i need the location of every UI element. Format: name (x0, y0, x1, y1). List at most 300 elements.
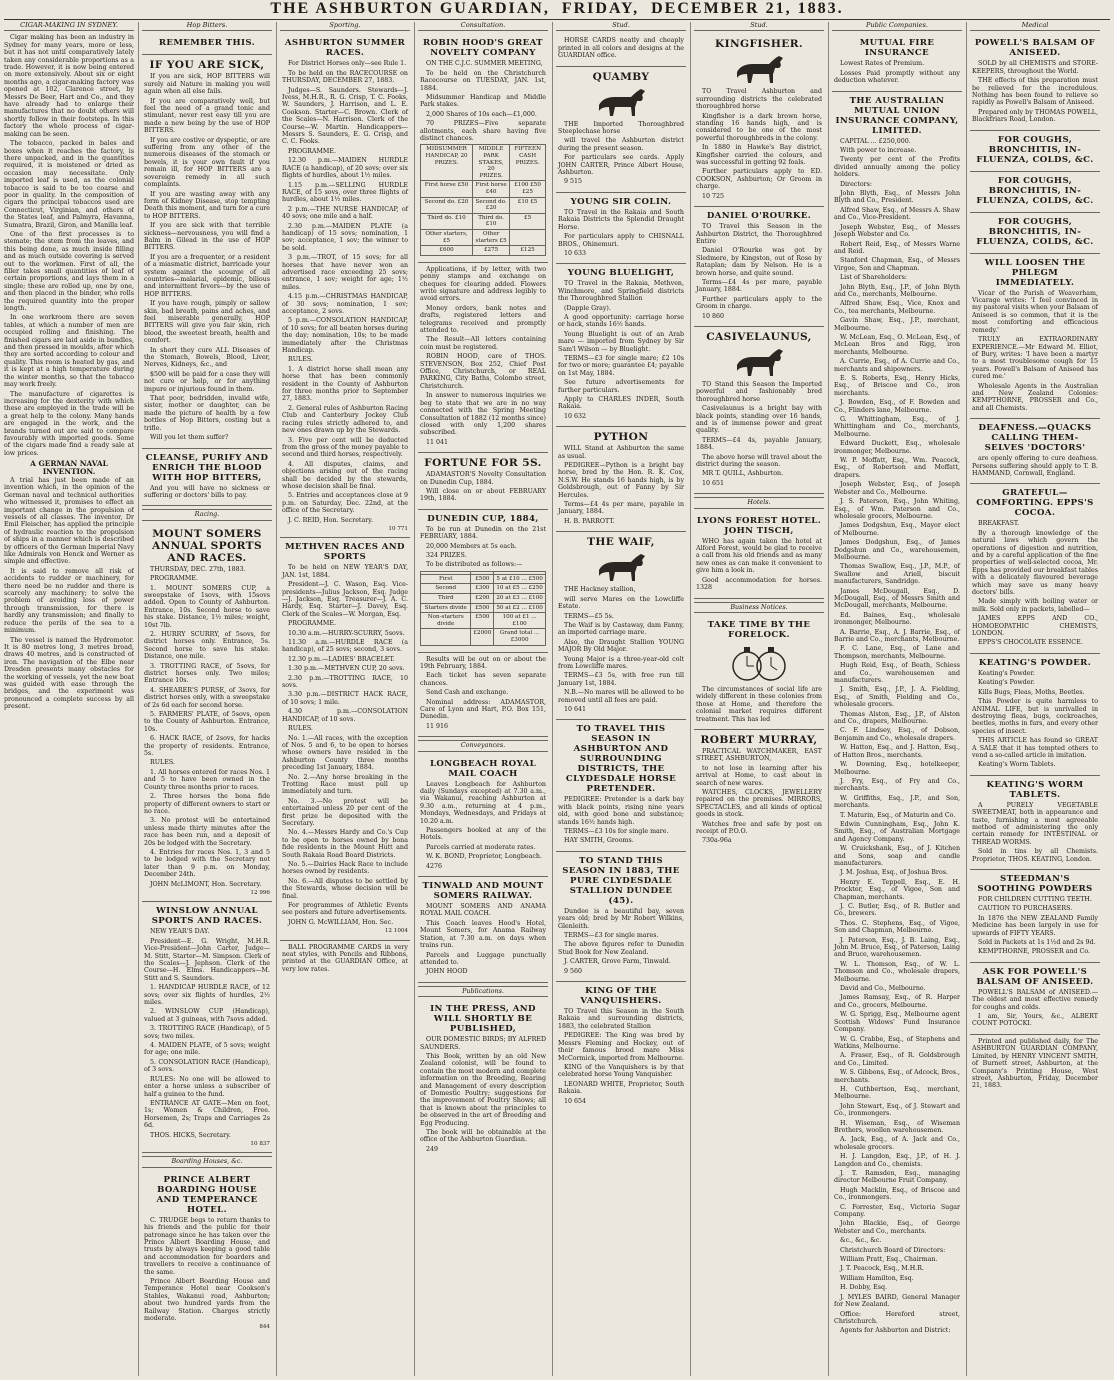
prize-table-cell: Third do. £10 (421, 213, 473, 229)
advertisement-text: A. Fraser, Esq., of R. Goldsbrough and Co., Limited. (834, 1052, 960, 1067)
advertisement-text: If you are a frequenter, or a resident of a miasmatic district, barricade your system against the scourge of all countries—malarial, epidemic, bilious and intermittent fevers—by the use of HOP BITTERS. (144, 253, 270, 298)
advertisement-text: JOHN HOOD (426, 968, 468, 976)
advertisement-body (420, 903, 546, 976)
advertisement-text: 3. Five per cent will be deducted from the gross of the money payable to second and third horses, respectively. (282, 436, 408, 459)
advertisement-reference-number: 12 996 (250, 889, 270, 896)
advertisement-text: NEW YEAR'S DAY. (150, 928, 210, 936)
advertisement-text: 2. General rules of Ashburton Racing Club and Canterbury Jockey Club racing rules strictly adhered to, and new ones drawn up by the Stewards. (282, 404, 408, 435)
advertisement-text: 10.30 a.m.—HURRY-SCURRY, 5sovs. (288, 629, 405, 637)
prize-table-cell: £275 (473, 246, 510, 256)
prize-table-cell: 20 at £3 ... £100 (494, 593, 546, 603)
advertisement (142, 524, 272, 903)
advertisement-text: To be held on NEW YEAR'S DAY, JAN. 1st, 1884. (282, 564, 408, 579)
advertisement-text: See future advertisements for further particulars. (558, 379, 684, 394)
advertisement-text: A. Jack, Esq., of A. Jack and Co., wholesale grocers. (834, 1136, 960, 1151)
advertisement-body (834, 60, 960, 84)
advertisement-text: 3.30 p.m.—DISTRICT HACK RACE, of 10 sovs; 1 mile. (282, 691, 408, 706)
advertisement-text: W. Griffiths, Esq., J.P., and Son, merchants. (834, 794, 960, 810)
advertisement-title: DUNEDIN CUP, 1884, (427, 513, 539, 524)
advertisement-text: ROBIN HOOD, care of THOS. STEVENSON, Box 252, Chief Post Office, Christchurch, or REAL PARKING, City Baths, Colombo street, Christchurch. (420, 353, 546, 390)
advertisement-text: In 1876 the NEW ZEALAND Family Medicine has been largely in use for upwards of FIFTY YEARS. (972, 914, 1098, 937)
advertisement-title: PRINCE ALBERT BOARDING HOUSE AND TEMPERANCE HOTEL. (156, 1174, 258, 1215)
advertisement-text: Good accommodation for horses. 1328 (696, 576, 822, 592)
prize-table-cell: £10 £5 (510, 197, 546, 213)
advertisement-text: Lowest Rates of Premium. (840, 60, 925, 68)
advertisement-text: 1.30 p.m.—METHVEN CUP, 20 sovs. (288, 665, 405, 673)
article-paragraph: In one workroom there are seven tables, at which a number of men are occupied rolling and finishing. The finished cigars are laid aside in bundles, and then pressed in moulds, after which they are sorted according to colour and quality. This room is heated by gas, and it is kept at a high temperature during the winter months, so that the tobacco may work freely. (4, 314, 134, 389)
section-heading: Boarding Houses, &c. (142, 1156, 272, 1167)
advertisement-title: TO TRAVEL THIS SEASON IN ASHBURTON AND SURROUNDING DISTRICTS, THE CLYDESDALE HORSE PRETENDER. (565, 724, 677, 795)
advertisement-text: TO Travel in the Rakaia and South Rakaia Districts the Splendid Draught Horse. (558, 208, 684, 231)
advertisement-text: J. C. Butler, Esq., of R. Butler and Co., brewers. (834, 903, 960, 918)
prize-table-header-cell: MIDDLE PARK STAKES, 20 PRIZES. (473, 145, 510, 181)
advertisement-text: RULES. (288, 725, 313, 733)
advertisement-text: RULES. (150, 759, 175, 767)
advertisement-body (558, 37, 684, 59)
advertisement (694, 207, 824, 327)
advertisement-text: Thos. C. Stephens, Esq., of Vigoe, Son and Chapman, Melbourne. (834, 919, 960, 935)
advertisement-text: If you are wasting away with any form of Kidney Disease, stop tempting Death this moment, and turn for a cure to HOP BITTERS. (144, 190, 270, 220)
advertisement-body (558, 280, 684, 420)
advertisement (970, 654, 1100, 776)
advertisement-text: A. Currie, Esq., of A. Currie and Co., merchants and shipowners. (834, 358, 960, 373)
advertisement-text: Judges—S. Saunders. Stewards—J. Ivess, M.H.R., R. G. Crisp, T. C. Fooks, W. Saunders, J. Harrison, and L. E. Cookson. Starter—C. Brown. Clerk of the Scales—N. Harrison. Clerk of the Course—W. Martin. Handicappers—Messrs S. Saunders, E. G. Crisp, and C. C. Fooks. (282, 86, 408, 146)
advertisement-title: WINSLOW ANNUAL SPORTS AND RACES. (151, 906, 263, 927)
advertisement-text: 1.15 p.m.—SELLING HURDLE RACE, of 15 sovs, over three flights of hurdles, about 1½ miles. (282, 181, 408, 204)
advertisement-text: William Pratt, Esq., Chairman. (840, 1256, 938, 1264)
advertisement-body (420, 656, 546, 731)
advertisement-body (420, 266, 546, 446)
advertisement-text: 11 041 (426, 438, 449, 446)
advertisement-text: TO Stand this Season the Imported powerful and fashionably bred thoroughbred horse (696, 380, 822, 403)
prize-table-cell: Other starters, £5 (421, 230, 473, 246)
advertisement-text: Terms—£4 4s per mare, payable January, 1884. (696, 278, 822, 294)
advertisement (418, 877, 548, 983)
advertisement-text: Prepared only by THOMAS POWELL, Blackfriars Road, London. (972, 108, 1098, 124)
advertisement-body (972, 989, 1098, 1028)
advertisement-reference-number: 10 771 (388, 525, 408, 532)
advertisement-text: Sold in Packets at 1s 1½d and 2s 9d. (978, 939, 1096, 947)
pocket-watch-icon (729, 642, 789, 684)
column-divider (138, 22, 139, 1376)
advertisement-text: THOS. HICKS, Secretary. (150, 1131, 231, 1139)
advertisement-text: J. S. Paterson, Esq., John Whiting, Esq., of Wm. Paterson and Co., wholesale grocers, Melbourne. (834, 498, 960, 520)
advertisement-text: W. S. Gibbons, Esq., of Adcock, Bros., merchants. (834, 1069, 960, 1084)
advertisement-text: Apply to CHARLES INDER, South Rakaia. (558, 396, 684, 411)
prize-table-cell: 5 at £10 ... £500 (494, 574, 546, 584)
advertisement-text: TERMS—£4 4s, payable January, 1884. (696, 436, 822, 452)
advertisement-text: W. G. Crabbe, Esq., of Stephens and Watkins, Melbourne. (834, 1035, 960, 1050)
advertisement-text: Also, the Draught Stallion YOUNG MAJOR By Old Major. (558, 638, 684, 654)
advertisement-text: For District Horses only—see Rule 1. (288, 60, 407, 68)
advertisement-text: Alfred Shaw, Esq., Vice, Knox and Co., tea merchants, Melbourne. (834, 300, 960, 315)
advertisement-title: ASK FOR POWELL'S BALSAM OF ANISEED. (976, 966, 1094, 987)
section-heading: Publications. (418, 986, 548, 997)
advertisement-text: 10 632 (564, 412, 587, 420)
article-paragraph: The vessel is named the Hydromotor. It is 80 metres long, 3 metres broad, draws 40 metres, and is constructed of iron. The navigation of the Elbe near Dresden presents many obstacles for the working of vessels, yet the new boat was guided with ease through the bridges, and the experiment was pronounced a complete success by all present. (4, 636, 134, 711)
advertisement-text: Robert Reid, Esq., of Messrs Warne and Reid. (834, 240, 960, 255)
advertisement-text: Midsummer Handicap and Middle Park stakes. (420, 94, 546, 109)
prize-table-cell: £600 (421, 246, 473, 256)
advertisement-text: C. Forrester, Esq., Victoria Sugar Company. (834, 1203, 960, 1219)
advertisement-text: Terms—£4 4s per mare, payable in January, 1884. (558, 501, 684, 516)
advertisement-text: Christchurch Board of Directors: (840, 1246, 946, 1254)
advertisement-text: If you have rough, pimply or sallow skin, bad breath, pains and aches, and feel miserable generally, HOP BITTERS will give you fair skin, rich blood, the sweetest breath, health and comfort. (144, 300, 270, 345)
advertisement-text: PROGRAMME. (288, 147, 336, 155)
advertisement-title: THE AUSTRALIAN MUTUAL UNION INSURANCE COMPANY, LIMITED. (835, 95, 959, 136)
advertisement-text: CAUTION TO PURCHASERS. (978, 905, 1073, 913)
advertisement-text: Thomas Swallow, Esq., J.P., M.P., of Swallow and Ariell, biscuit manufacturers, Sandridge. (834, 563, 960, 586)
advertisement-text: will serve Mares on the Lowcliffe Estate. (558, 595, 684, 611)
advertisement (418, 453, 548, 510)
advertisement-text: Parcels carried at moderate rates. (426, 843, 536, 851)
advertisement-text: In 1880 in Hawke's Bay district, Kingfisher carried the colours, and was successful in getting 92 foals. (696, 144, 822, 167)
advertisement (418, 510, 548, 653)
advertisement (142, 902, 272, 1153)
advertisement-body (696, 223, 822, 320)
advertisement-text: J. C. REID, Hon. Secretary. (288, 516, 373, 524)
advertisement-text: A good opportunity: carriage horse or hack, stands 16½ hands. (558, 313, 684, 329)
advertisement-text: H. Cuthbertson, Esq., merchant, Melbourne. (834, 1085, 960, 1101)
advertisement-text: No. 4.—Messrs Hardy and Co.'s Cup to be open to horses owned by bona fide residents in the Mount Hutt and South Rakaia Road Board Districts. (282, 829, 408, 859)
masthead (0, 0, 1114, 18)
advertisement-text: To be distributed as follows:— (426, 561, 523, 569)
advertisement-title: THE WAIF, (587, 536, 655, 549)
advertisement (418, 755, 548, 877)
advertisement-text: James McDougall, Esq., D. McDougall, Esq., of Messrs Smith and McDougall, merchants, Melbourne. (834, 587, 960, 610)
advertisement-text: If you are sick, HOP BITTERS will surely aid Nature in making you well again when all else fails. (144, 73, 270, 96)
advertisement-text: 1. MOUNT SOMERS CUP, a sweepstake of 1sovs, with 15sovs added. Open to County of Ashburton. Entrance, 10s. Second horse to save his stake. Distance, 1½ miles; weight, 10st 7lb. (144, 584, 270, 629)
prize-table-cell: Starters divide (421, 603, 471, 613)
advertisement-title: LYONS FOREST HOTEL. JOHN TISCH, (696, 515, 822, 536)
advertisement-text: 9 515 (564, 178, 583, 186)
advertisement-text: Henry E. Teppell, Esq., E. H. Prockter, Esq., of Vigoe, Son and Chapman, merchants. (834, 878, 960, 901)
advertisement-body (558, 445, 684, 525)
prize-table-header-cell: FIFTEEN CASH PRIZES. (510, 145, 546, 181)
advertisement-text: T. Maturin, Esq., of Maturin and Co. (840, 811, 956, 819)
advertisement-text: JOHN McLIMONT, Hon. Secretary. (150, 880, 262, 888)
advertisement-text: PEDIGREE—Python is a bright bay horse, bred by the Hon. R. K. Cox, N.S.W. He stands 16 hands high, is by Goldsbrough, out of Fanny by Sir Hercules. (558, 462, 684, 499)
advertisement-text: will travel the Ashburton district during the present season. (558, 137, 684, 152)
advertisement (556, 34, 686, 66)
advertisement-text: TO Travel this Season in the Ashburton District, the Thoroughbred Entire (696, 223, 822, 245)
advertisement-text: Will close on or about FEBRUARY 19th, 1884. (420, 487, 546, 503)
column-divider (414, 22, 415, 1376)
advertisement-text: G. Whittingham, Esq., of J. Whittingham and Co., merchants, Melbourne. (834, 416, 960, 438)
advertisement-text: John Blackie, Esq., of George Webster and Co., merchants. (834, 1220, 960, 1235)
prize-table-cell: First horse £40 (473, 181, 510, 197)
advertisement-title: LONGBEACH ROYAL MAIL COACH (429, 758, 537, 779)
advertisement-text: J. MYLES BAIRD, General Manager for New Zealand. (834, 1293, 960, 1309)
prize-table-cell: Third do. £10 (473, 213, 510, 229)
article-paragraph: Cigar making has been an industry in Sydney for many years, more or less, but it has not until comparatively lately taken any considerable proportions as a trade. However, it is now being entered on more extensively. About six or eight months ago, a cigar-making factory was opened at 102, Clarence street, by Messrs De Beer, Hart and Co., and they have already had to enlarge their manufactures that no doubt others will shortly follow in their footsteps. In this factory the whole process of cigar-making can be seen. (4, 34, 134, 138)
advertisement (970, 870, 1100, 963)
horse-illustration-icon (591, 85, 651, 119)
advertisement-text: President—J. C. Wason, Esq. Vice-presidents—Julius Jackson, Esq. Judge—J. Jackson, Esq. Treasurer—J. A. C. Hardy, Esq. Starter—J. Davey, Esq. Clerk of the Scales—W. Morgan, Esq. (282, 581, 408, 618)
advertisement-text: KING of the Vanquishers is by that celebrated horse Young Vanquisher. (558, 1063, 684, 1079)
advertisement-text: Hugh Macklin, Esq., of Briscoe and Co., ironmongers. (834, 1186, 960, 1202)
horse-illustration-icon (729, 52, 789, 86)
advertisement-text: 5. FARMERS' PLATE, of 5sovs, open to the County of Ashburton. Entrance, 10s. (144, 711, 270, 733)
advertisement-text: W. Downing, Esq., hotelkeeper, Melbourne. (834, 761, 960, 776)
advertisement-text: 6. HACK RACE, of 2sovs, for hacks the property of residents. Entrance, 5s. (144, 735, 270, 758)
advertisement-body (558, 209, 684, 257)
advertisement-text: Money orders, bank notes and drafts, registered letters and telegrams received and promptly attended to. (420, 304, 546, 335)
advertisement-text: 2.30 p.m.—TROTTING RACE, 10 sovs. (282, 674, 408, 690)
advertisement-text: A. Barrie, Esq., A. J. Barrie, Esq., of Barrie and Co., merchants, Melbourne. (834, 628, 960, 643)
advertisement-text: This Book, written by an old New Zealand colonist, will be found to contain the most modern and complete information on the Breeding, Rearing and Management of every description of Domestic Poultry; suggestions for the improvement of Poultry Shows; all that is known about the principles to be observed in the art of Breeding and Egg Producing. (420, 1052, 546, 1127)
column-heading: CIGAR-MAKING IN SYDNEY. (4, 22, 134, 31)
newspaper-column (418, 22, 548, 1376)
advertisement-title: WILL LOOSEN THE PHLEGM IMMEDIATELY. (984, 257, 1086, 288)
advertisement-text: For particulars see cards. Apply JOHN CARTER, Prince Albert House, Ashburton. (558, 154, 684, 177)
prize-table-cell: £125 (510, 246, 546, 256)
advertisement-title: TINWALD AND MOUNT SOMERS RAILWAY. (422, 881, 544, 902)
advertisement-text: Parcels and Luggage punctually attended to. (420, 951, 546, 966)
advertisement-text: TERMS—£3 for single mares. (564, 932, 659, 940)
prize-table-cell: £500 (471, 603, 494, 613)
advertisement-text: Agents for Ashburton and District: (840, 1327, 951, 1335)
advertisement-text: 4276 (426, 862, 443, 870)
prize-table-row (421, 593, 546, 603)
advertisement-text: By a thorough knowledge of the natural laws which govern the operations of digestion and nutrition, and by a careful application of the fine properties of well-selected cocoa, Mr. Epps has provided our breakfast tables with a delicately flavoured beverage which may save us many heavy doctors' bills. (972, 529, 1098, 597)
advertisement-text: 4. MAIDEN PLATE, of 5 sovs; weight for age; one mile. (144, 1042, 270, 1057)
advertisement (142, 1171, 272, 1336)
masthead-rule (4, 19, 1110, 20)
advertisement-title: CASIVELAUNUS, (706, 330, 812, 343)
advertisement-text: J. T. Ramsden, Esq., managing director Melbourne Fruit Company. (834, 1170, 960, 1185)
advertisement-text: Directors: (840, 180, 873, 188)
advertisement-body (972, 455, 1098, 477)
prize-table-cell (510, 230, 546, 246)
article-paragraph: A trial has just been made of an invention which, in the opinion of the German naval and technical authorities who witnessed it, promises to effect an important change in the propulsion of vessels of all classes. The inventor, Dr Emil Fleischer, has applied the principle of hydraulic reaction to the propulsion of ships in a manner which is described by officers of the German Imperial Navy like Admirals von Henck and Werner as simple and effective. (4, 476, 134, 566)
advertisement-text: 3. TROTTING RACE, of 5sovs, for district horses only. Two miles; Entrance 10s. (144, 662, 270, 685)
advertisement-text: &c., &c., &c. (840, 1237, 882, 1245)
advertisement-title: PYTHON (593, 431, 649, 444)
newspaper-column (832, 22, 962, 1376)
advertisement-text: W. K. BOND, Proprietor, Longbeach. (426, 853, 542, 861)
advertisement-title: TO STAND THIS SEASON IN 1883, THE PURE CLYDESDALE STALLION DUNDEE (45). (562, 855, 680, 906)
article-title: A GERMAN NAVAL INVENTION. (30, 459, 108, 476)
prize-table-cell: Other starters £5 (473, 230, 510, 246)
advertisement-text: OUR DOMESTIC BIRDS; BY ALFRED SAUNDERS. (420, 1036, 546, 1051)
advertisement-text: Vicar of the Parish of Weaverham, Vicarage writes: 'I feel convinced in my pastoral visits when your Balsam of Aniseed is so common, that it is the most comforting and efficacious remedy.' (972, 289, 1098, 334)
prize-table-cell: £2000 (471, 629, 494, 645)
advertisement-text: 5. CONSOLATION RACE (Handicap), of 3 sovs. (144, 1058, 270, 1074)
column-heading: Medical (970, 22, 1100, 31)
paper-name: THE ASHBURTON GUARDIAN, (270, 0, 550, 17)
advertisement (970, 963, 1100, 1035)
advertisement (556, 720, 686, 851)
advertisement (970, 213, 1100, 254)
advertisement-text: The Result—All letters containing coin must be registered. (420, 336, 546, 351)
advertisement-text: 1. All horses entered for races Nos. 1 and 5 to have been owned in the County three months prior to races. (144, 768, 270, 791)
issue-day: FRIDAY, (561, 0, 640, 17)
prize-table-cell: £200 (471, 593, 494, 603)
newspaper-column (970, 22, 1100, 1376)
advertisement-text: James Dodgshun, Esq., Mayor elect of Melbourne. (834, 522, 960, 537)
advertisement (418, 34, 548, 262)
advertisement-text: THE effects of this preparation must be relieved for the incredulous. Nothing has been found to relieve so rapidly as Powell's Balsam of Aniseed. (972, 77, 1098, 107)
advertisement-body (972, 520, 1098, 647)
advertisement-text: J. CARTER, Grove Farm, Tinwald. (564, 958, 671, 966)
advertisement-text: J. Paterson, Esq., J. B. Laing, Esq., John M. Bruce, Esq., of Paterson, Laing and Bruce, warehousemen. (834, 936, 960, 959)
advertisement-text: Gavin Shaw, Esq., J.P., merchant, Melbourne. (834, 317, 960, 332)
advertisement-text: In short they cure ALL Diseases of the Stomach, Bowels, Blood, Liver, Nerves, Kidneys, &c., and (144, 346, 270, 369)
advertisement-title: ROBIN HOOD'S GREAT NOVELTY COMPANY (423, 38, 543, 59)
advertisement-text: PROGRAMME. (150, 575, 198, 583)
advertisement (970, 776, 1100, 870)
advertisement-text: W. G. Sprigg, Esq., Melbourne agent Scottish Widows' Fund Insurance Company. (834, 1011, 960, 1034)
advertisement-text: H. B. PARROTT. (564, 517, 615, 525)
advertisement-text: ENTRANCE AT GATE—Men on foot, 1s; Women & Children, Free. Horsemen, 2s; Traps and Carriages 2s 6d. (144, 1099, 270, 1130)
article-paragraph: The tobacco, packed in bales and boxes when it reaches the factory, is there unpacked, and in the quantities required, it is moistened or dried as occasion may necessitate. Only imported leaf is used, as the colonial tobacco is said to be too coarse and poor in quality. In the composition of cigars the principal tobaccos used are Connecticut, Virginian, and others of the States leaf, and Palmyra, Havanna, Sumatra, Brazil, Giron, and Manilla leaf. (4, 140, 134, 229)
prize-table-row (421, 603, 546, 613)
advertisement (556, 67, 686, 193)
advertisement (418, 1000, 548, 1159)
advertisement-title: MUTUAL FIRE INSURANCE (859, 38, 935, 59)
advertisement-text: 10 725 (702, 192, 725, 200)
advertisement-title: KEATING'S POWDER. (978, 657, 1092, 668)
advertisement (556, 427, 686, 532)
advertisement-text: Dundee is a beautiful bay, seven years old; bred by Mr Robert Wilkins, Glenleith. (558, 907, 684, 930)
advertisement (970, 34, 1100, 130)
advertisement-text: In answer to numerous inquiries we beg to state that we are in no way connected with the Spring Meeting Consultation of 1882 (12 months since) closed with only 1,200 shares subscribed. (420, 392, 546, 437)
advertisement-text: TO Travel Ashburton and surrounding districts the celebrated thoroughbred horse (696, 88, 822, 111)
advertisement-title: METHVEN RACES AND SPORTS (285, 542, 405, 563)
advertisement-title: ASHBURTON SUMMER RACES. (284, 38, 406, 59)
section-heading: Hotels. (694, 497, 824, 508)
advertisement-text: J. M. Joshua, Esq., of Joshua Bros. (840, 869, 948, 877)
advertisement-text: A PURELY VEGETABLE SWEETMEAT, both in appearance and taste, furnishing a most agreeable method of administering the only certain remedy for INTESTINAL or THREAD WORMS. (972, 801, 1098, 846)
advertisement-text: are openly offering to cure deafness. Persons suffering should apply to T. B. HAMMAND, Cornwall, England. (972, 455, 1098, 477)
advertisement-text: BALL PROGRAMME CARDS in very neat styles, with Pencils and Ribbons, printed at the GUARDIAN Office, at very low rates. (282, 943, 408, 973)
advertisement-title: POWELL'S BALSAM OF ANISEED. (974, 38, 1096, 59)
advertisement-body (558, 121, 684, 186)
advertisement-title: QUAMBY (592, 70, 650, 83)
advertisement-title: YOUNG SIR COLIN. (570, 196, 672, 207)
advertisement-text: TERMS—£3 5s, with free run till January 1st, 1884. (558, 672, 684, 687)
advertisement-text: The book will be obtainable at the office of the Ashburton Guardian. (420, 1129, 546, 1144)
advertisement-text: JOHN G. McWILLIAM, Hon. Sec. (288, 918, 394, 926)
advertisement-text: 4.15 p.m.—CHRISTMAS HANDICAP, of 30 sovs; nomination, 1 sov; acceptance, 2 sovs. (282, 293, 408, 315)
advertisement-text: Kingfisher is a dark brown horse, standing 16 hands high, and is considered to be one of the most powerful thoroughbreds in the colony. (696, 112, 822, 142)
advertisement-text: HAY SMITH, Grooms. (564, 837, 634, 845)
advertisement-text: 324 PRIZES. (426, 551, 467, 559)
advertisement-title: KINGFISHER. (715, 38, 803, 51)
advertisement-text: Kills Bugs, Fleas, Moths, Beetles. (978, 688, 1085, 696)
advertisement-reference-number: 12 1004 (384, 928, 408, 935)
advertisement-text: H. Dobby, Esq. (840, 1284, 887, 1292)
advertisement-reference-number: 10 837 (250, 1140, 270, 1147)
prize-table-cell: £5 (510, 213, 546, 229)
advertisement-title: CLEANSE, PURIFY AND ENRICH THE BLOOD WITH HOP BITTERS, (145, 452, 269, 483)
prize-table-cell: Third (421, 593, 471, 603)
advertisement-text: FOR CHILDREN CUTTING TEETH. (978, 896, 1092, 903)
section-heading: Business Notices. (694, 602, 824, 613)
advertisement-title: FOR COUGHS, BRONCHITIS, IN- FLUENZA, COLDS, &C. (976, 134, 1094, 165)
prize-table-row (421, 181, 546, 197)
advertisement-text: TO Travel this Season in the South Rakaia and surrounding districts, 1883, the celebrated Stallion (558, 1008, 684, 1030)
advertisement-text: ON THE C.J.C. SUMMER MEETING, (426, 60, 543, 68)
advertisement-body (282, 60, 408, 524)
advertisement-text: Daniel O'Rourke was got by Sledmere, by Kingston, out of Rose by Rataplan; dam by Nelson. He is a brown horse, and quite sound. (696, 247, 822, 277)
advertisement-body (558, 586, 684, 713)
article (4, 34, 134, 457)
advertisement-text: BREAKFAST. (978, 520, 1020, 528)
advertisement-title: ROBERT MURRAY, (700, 733, 818, 746)
advertisement-text: 70 PRIZES—Five separate allotments, each share having five distinct chances. (420, 120, 546, 143)
advertisement-body (696, 686, 822, 723)
advertisement-title: FOR COUGHS, BRONCHITIS, IN- FLUENZA, COLDS, &C. (976, 175, 1094, 206)
advertisement-body (696, 88, 822, 200)
section-heading: Conveyances. (418, 740, 548, 751)
advertisement-text: Wholesale Agents in the Australian and New Zealand Colonies: KEMPTHORNE, PROSSER and Co., and all Chemists. (972, 382, 1098, 412)
advertisement-text: W. Hatton, Esq., and J. Hatton, Esq., of Hatton Bros., merchants. (834, 744, 960, 759)
advertisement (694, 730, 824, 851)
advertisement-body (696, 538, 822, 592)
prize-table-cell: First horse £50 (421, 181, 473, 197)
advertisement-text: N.B.—No mares will be allowed to be removed until all fees are paid. (558, 689, 684, 704)
column-heading: Consultation. (418, 22, 548, 31)
column-divider (966, 22, 967, 1376)
advertisement-text: Printed and published daily, for The ASHBURTON GUARDIAN COMPANY, Limited, by HENRY VINCENT SMITH, of Burnett street, Ashburton, at the Company's Printing House, West street, Ashburton, Friday, December 21, 1883. (972, 1037, 1098, 1090)
advertisement-text: I am, Sir, Yours, &c., ALBERT COUNT POTOCKI. (972, 1013, 1098, 1028)
advertisement-body (696, 381, 822, 487)
advertisement-text: Keating's Worm Tablets. (978, 761, 1056, 769)
advertisement (142, 55, 272, 448)
prize-table-header-cell: MIDSUMMER HANDICAP, 20 PRIZES. (421, 145, 473, 181)
prize-table-cell: £500 (471, 574, 494, 584)
advertisement-text: 11.30 a.m.—HURDLE RACE (a handicap), of 25 sovs; second, 3 sovs. (282, 639, 408, 654)
advertisement-text: C. TRUDGE begs to return thanks to his friends and the public for their patronage since he has taken over the Prince Albert Boarding House, and trusts by always keeping a good table and accommodation for boarders and travellers to receive a continuance of the same. (144, 1216, 270, 1276)
advertisement-text: List of Shareholders: (840, 274, 907, 282)
advertisement-text: RULES. (288, 356, 313, 364)
advertisement-text: Further particulars apply to the Groom in charge. (696, 295, 822, 311)
advertisement-text: to not lose in learning after his arrival at Home, to cast about in search of new wares. (696, 764, 822, 787)
advertisement-text: (Dapple Gray). (564, 304, 611, 312)
horse-illustration-icon (591, 550, 651, 584)
article-paragraph: It is said to remove all risk of accidents to rudder or machinery, for there need be no rudder and there is scarcely any machinery; to solve the problem of avoiding loss of power through transmission, for there is hardly any transmission; and finally to reduce the perils of the sea to a minimum. (4, 567, 134, 635)
advertisement (418, 653, 548, 738)
advertisement-text: That poor, bedridden, invalid wife, sister, mother or daughter, can be made the picture of health by a few bottles of Hop Bitters, costing but a trifle. (144, 395, 270, 432)
advertisement (142, 34, 272, 55)
advertisement-text: To be run at Dunedin on the 21st FEBRUARY, 1884. (420, 525, 546, 541)
advertisement (280, 538, 410, 940)
advertisement-body (282, 564, 408, 926)
advertisement (418, 263, 548, 453)
advertisement (694, 327, 824, 494)
advertisement-text: W. Cruickshank, Esq., of J. Kitchen and Sons, soap and candle manufacturers. (834, 845, 960, 867)
advertisement-text: THE Hackney stallion, (564, 586, 636, 594)
advertisement-text: 12.30 p.m.—MAIDEN HURDLE RACE (a handicap), of 20 sovs; over six flights of hurdles, about 1½ miles. (282, 157, 408, 180)
advertisement-title: KING OF THE VANQUISHERS. (580, 986, 662, 1007)
advertisement-title: GRATEFUL—COMFORTING. EPPS'S COCOA. (976, 488, 1094, 519)
prize-table-row (421, 213, 546, 229)
advertisement-text: E. S. Roberts, Esq., Henry Hicks, Esq., of Briscoe and Co., iron merchants. (834, 375, 960, 397)
advertisement-text: The circumstances of social life are widely different in these colonies from those at Home, and therefore the colonial market requires different treatment. This has led (696, 685, 822, 723)
prize-table-row (421, 230, 546, 246)
advertisement-text: Stanford Chapman, Esq., of Messrs Virgoe, Son and Chapman. (834, 257, 960, 272)
advertisement (556, 193, 686, 264)
advertisement-text: John Blyth, Esq., of Messrs John Blyth and Co., President. (834, 190, 960, 205)
advertisement-text: PROGRAMME. (288, 620, 336, 628)
advertisement-body (558, 1008, 684, 1105)
advertisement-text: CAPITAL ... £250,000. (840, 137, 911, 145)
advertisement-body (972, 896, 1098, 956)
prize-table-cell (421, 629, 471, 645)
advertisement-body (558, 796, 684, 844)
